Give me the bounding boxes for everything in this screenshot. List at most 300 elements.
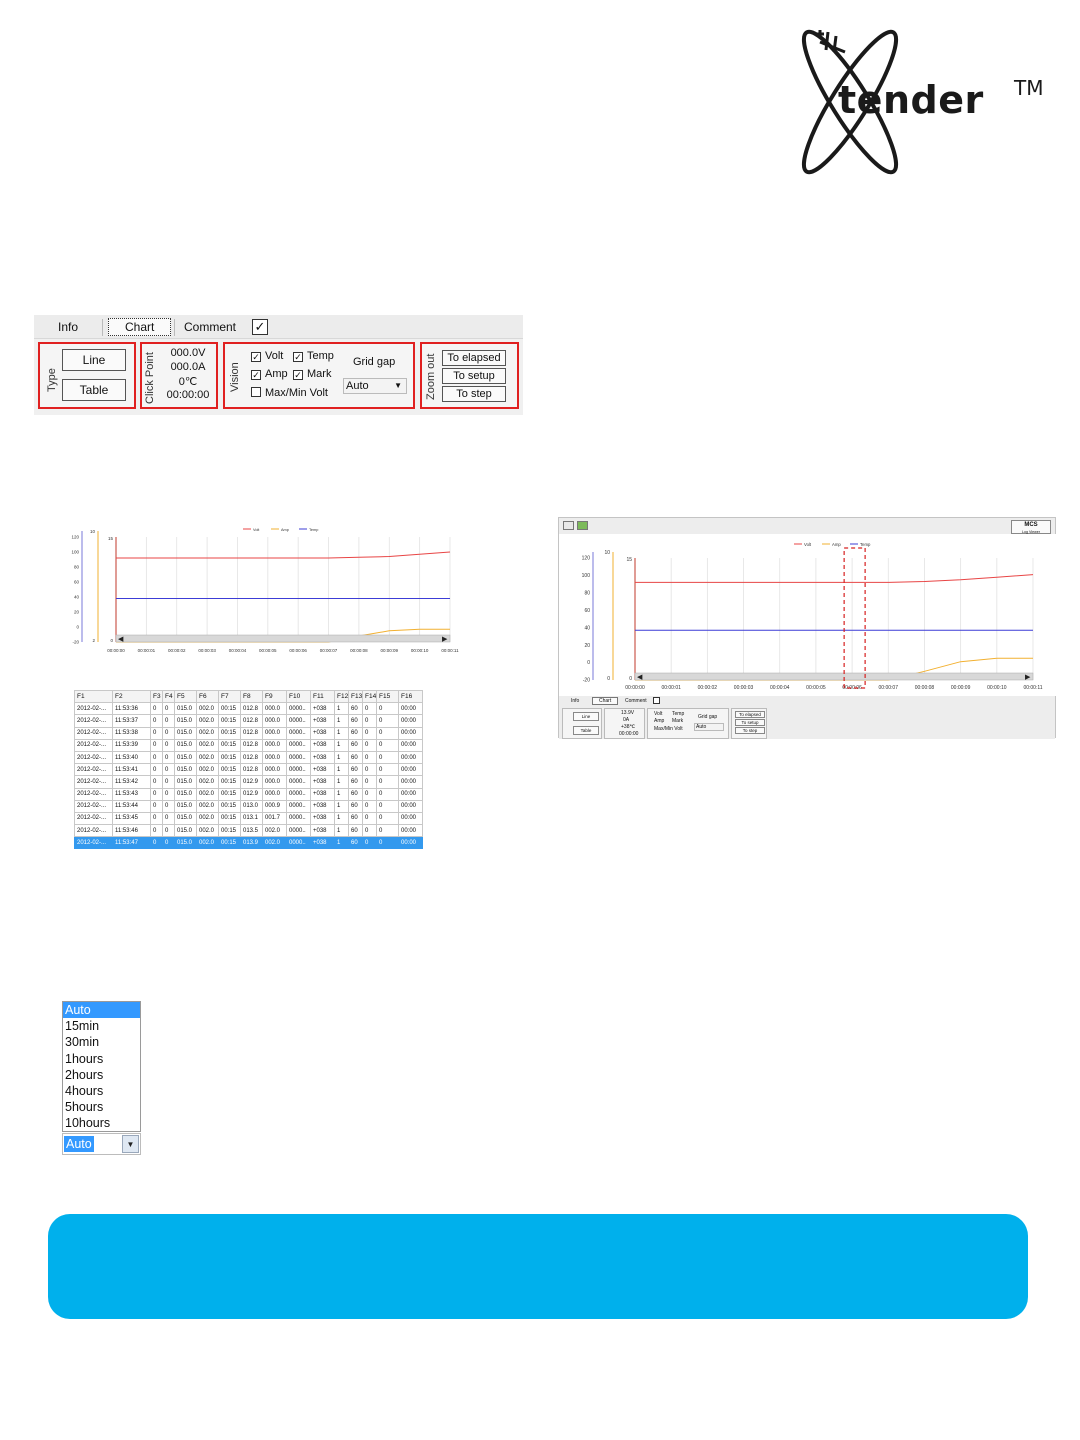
amp-tick-label: 0 [607, 676, 610, 682]
checkmark-icon: ✓ [252, 370, 260, 380]
chart-background [559, 534, 1057, 696]
table-cell: 0 [163, 776, 175, 788]
table-cell: 00:00 [399, 764, 423, 776]
mini-voltage-readout: 13.9V [621, 710, 635, 716]
x-tick-label: 00:00:04 [769, 685, 790, 691]
table-cell: 0000.. [287, 800, 311, 812]
table-cell: +038 [311, 812, 335, 824]
table-row[interactable] [75, 739, 423, 751]
x-tick-label: 00:00:10 [410, 648, 429, 653]
amp-tick-label: 2 [92, 638, 95, 643]
volt-tick-label: 0 [629, 676, 632, 682]
table-row[interactable] [75, 727, 423, 739]
x-tick-label: 00:00:10 [987, 685, 1007, 691]
x-tick-label: 00:00:11 [1023, 685, 1043, 691]
table-cell: 1 [335, 727, 349, 739]
line-chart-window [559, 534, 1057, 696]
mini-current-readout: 0A [623, 717, 630, 723]
y-tick-label: 120 [71, 534, 79, 540]
table-cell: 0 [151, 739, 163, 751]
y-tick-label: 100 [71, 549, 79, 555]
table-cell: 2012-02-... [75, 837, 113, 849]
table-cell: 60 [349, 800, 363, 812]
x-tick-label: 00:00:02 [697, 685, 718, 691]
table-cell: 00:00 [399, 703, 423, 715]
table-cell: 0 [363, 764, 377, 776]
x-tick-label: 00:00:01 [661, 685, 681, 691]
table-cell: +038 [311, 776, 335, 788]
table-cell: 002.0 [197, 739, 219, 751]
grid-gap-selected-value: Auto [66, 1137, 92, 1151]
table-cell: 002.0 [197, 715, 219, 727]
table-cell: +038 [311, 800, 335, 812]
volt-checkbox[interactable] [251, 350, 283, 362]
table-row[interactable] [75, 837, 423, 849]
x-tick-label: 00:00:08 [350, 648, 368, 653]
table-cell: 002.0 [197, 837, 219, 849]
table-cell: 00:15 [219, 812, 241, 824]
volt-tick-label: 15 [626, 557, 632, 563]
table-cell: 60 [349, 776, 363, 788]
table-cell: 012.8 [241, 715, 263, 727]
line-button[interactable]: Line [62, 349, 126, 371]
table-cell: +038 [311, 825, 335, 837]
logo-text: tender [838, 78, 984, 122]
folder-icon[interactable] [563, 521, 574, 530]
dropdown-option[interactable]: 30min [65, 1035, 100, 1050]
table-cell: 00:00 [399, 739, 423, 751]
x-tick-label: 00:00:05 [806, 685, 826, 691]
table-cell: 1 [335, 788, 349, 800]
y-tick-label: -20 [582, 677, 590, 684]
checkmark-icon: ✓ [294, 352, 302, 362]
time-readout: 00:00:00 [166, 389, 210, 401]
table-cell: 002.0 [197, 764, 219, 776]
table-cell: 2012-02-... [75, 739, 113, 751]
table-cell: 015.0 [175, 727, 197, 739]
x-tick-label: 00:00:11 [441, 648, 459, 653]
table-cell: 0 [363, 825, 377, 837]
maxmin-volt-checkbox[interactable] [251, 387, 328, 399]
x-tick-label: 00:00:01 [137, 648, 156, 653]
table-cell: 013.1 [241, 812, 263, 824]
legend-label: Temp [860, 542, 871, 547]
table-cell: 015.0 [175, 800, 197, 812]
table-cell: 0000.. [287, 825, 311, 837]
table-row[interactable] [75, 812, 423, 824]
table-header-cell[interactable]: F2 [113, 691, 151, 703]
table-cell: 015.0 [175, 812, 197, 824]
table-cell: 1 [335, 825, 349, 837]
table-header-cell[interactable]: F4 [163, 691, 175, 703]
table-cell: 1 [335, 812, 349, 824]
table-cell: 000.0 [263, 703, 287, 715]
panel-toggle-checkbox[interactable]: ✓ [252, 319, 268, 335]
table-cell: 0 [363, 776, 377, 788]
table-cell: 00:15 [219, 739, 241, 751]
table-cell: 60 [349, 837, 363, 849]
table-row[interactable] [75, 751, 423, 763]
table-cell: 0 [163, 825, 175, 837]
table-header-cell[interactable]: F7 [219, 691, 241, 703]
grid-gap-select[interactable] [343, 378, 407, 394]
volt-tick-label: 0 [110, 638, 113, 643]
table-cell: 0 [363, 727, 377, 739]
table-cell: 2012-02-... [75, 812, 113, 824]
table-header-cell[interactable]: F12 [335, 691, 349, 703]
table-cell: 0000.. [287, 764, 311, 776]
mini-amp-check[interactable]: Amp [654, 718, 665, 724]
table-cell: 0 [163, 751, 175, 763]
table-cell: 0000.. [287, 776, 311, 788]
table-header-cell[interactable]: F3 [151, 691, 163, 703]
mini-tab-info[interactable]: Info [571, 698, 580, 704]
table-cell: 0 [363, 812, 377, 824]
mini-mark-check[interactable]: Mark [672, 718, 684, 724]
table-cell: 0 [363, 837, 377, 849]
table-cell: 0 [163, 764, 175, 776]
table-cell: 0 [163, 837, 175, 849]
table-cell: 012.9 [241, 788, 263, 800]
table-cell: 012.8 [241, 703, 263, 715]
x-tick-label: 00:00:08 [914, 685, 935, 691]
table-row[interactable] [75, 776, 423, 788]
table-cell: 0 [151, 715, 163, 727]
log-viewer-window [558, 517, 1056, 738]
table-cell: 002.0 [197, 776, 219, 788]
table-cell: 2012-02-... [75, 776, 113, 788]
amp-checkbox[interactable] [251, 368, 288, 380]
table-cell: 11:53:39 [113, 739, 151, 751]
mini-volt-check[interactable]: Volt [654, 711, 663, 717]
to-elapsed-button[interactable]: To elapsed [442, 350, 506, 366]
table-cell: 0 [151, 837, 163, 849]
dropdown-option[interactable]: 4hours [65, 1083, 104, 1098]
table-cell: 60 [349, 788, 363, 800]
table-header-cell[interactable]: F16 [399, 691, 423, 703]
table-cell: 015.0 [175, 751, 197, 763]
data-table [74, 690, 423, 849]
table-cell: 0 [151, 825, 163, 837]
tab-comment[interactable]: Comment [184, 320, 237, 334]
table-cell: 11:53:45 [113, 812, 151, 824]
mini-temp-check[interactable]: Temp [672, 711, 685, 717]
table-cell: +038 [311, 788, 335, 800]
table-cell: 000.0 [263, 776, 287, 788]
scroll-left-icon: ◀ [637, 674, 643, 681]
x-tick-label: 00:00:06 [289, 648, 307, 653]
click-point-group [140, 342, 218, 409]
table-header-cell[interactable]: F6 [197, 691, 219, 703]
tab-bar [34, 315, 523, 339]
table-cell: 0 [151, 812, 163, 824]
table-cell: 015.0 [175, 837, 197, 849]
table-cell: +038 [311, 739, 335, 751]
x-tick-label: 00:00:07 [319, 648, 338, 653]
amp-tick-label: 10 [604, 550, 610, 556]
table-header-cell[interactable]: F1 [75, 691, 113, 703]
table-cell: 60 [349, 812, 363, 824]
mini-toggle-checkbox[interactable] [653, 697, 660, 704]
x-tick-label: 00:00:07 [878, 685, 899, 691]
table-cell: 00:00 [399, 825, 423, 837]
table-cell: 11:53:41 [113, 764, 151, 776]
table-cell: 00:15 [219, 751, 241, 763]
mini-type-group [562, 708, 602, 739]
table-cell: 0 [163, 715, 175, 727]
table-cell: 015.0 [175, 715, 197, 727]
table-cell: 1 [335, 703, 349, 715]
to-step-button[interactable]: To step [442, 386, 506, 402]
table-cell: 00:15 [219, 715, 241, 727]
table-cell: 00:15 [219, 825, 241, 837]
legend-label: Amp [281, 528, 289, 532]
table-cell: 1 [335, 764, 349, 776]
scroll-right-icon: ▶ [1025, 674, 1031, 681]
table-cell: +038 [311, 751, 335, 763]
table-cell: 00:15 [219, 727, 241, 739]
export-icon[interactable] [577, 521, 588, 530]
table-cell: 11:53:46 [113, 825, 151, 837]
current-readout: 000.0A [170, 361, 206, 373]
table-cell: 0 [377, 739, 399, 751]
voltage-readout: 000.0V [170, 347, 206, 359]
table-cell: 1 [335, 739, 349, 751]
y-tick-label: -20 [72, 639, 79, 645]
legend-label: Volt [253, 528, 260, 532]
table-cell: 012.8 [241, 727, 263, 739]
table-header-cell[interactable]: F9 [263, 691, 287, 703]
dropdown-arrow-icon[interactable]: ▼ [122, 1135, 139, 1153]
table-cell: 2012-02-... [75, 715, 113, 727]
dropdown-option[interactable]: 1hours [65, 1051, 104, 1066]
table-cell: 00:15 [219, 703, 241, 715]
table-cell: 000.0 [263, 764, 287, 776]
table-cell: 60 [349, 715, 363, 727]
grid-gap-label: Grid gap [353, 356, 396, 368]
type-group-label: Type [46, 368, 58, 392]
table-cell: 00:15 [219, 776, 241, 788]
dropdown-arrow-icon: ▼ [394, 381, 402, 390]
table-cell: 0 [151, 703, 163, 715]
table-cell: 60 [349, 764, 363, 776]
vision-label: Vision [229, 362, 241, 392]
mini-time-readout: 00:00:00 [619, 731, 639, 737]
scrollbar [635, 673, 1033, 680]
table-cell: 0 [377, 751, 399, 763]
x-tick-label: 00:00:09 [950, 685, 971, 691]
legend-label: Volt [804, 542, 812, 547]
table-cell: 002.0 [197, 727, 219, 739]
mini-zoom-group [731, 708, 767, 739]
table-header-row [75, 691, 423, 703]
table-cell: 00:00 [399, 776, 423, 788]
table-cell: 0 [363, 739, 377, 751]
zoom-out-label: Zoom out [425, 353, 437, 400]
table-cell: 000.0 [263, 727, 287, 739]
table-cell: 0000.. [287, 788, 311, 800]
mcs-badge [1011, 520, 1051, 534]
mini-table-button[interactable]: Table [573, 726, 599, 735]
table-cell: 2012-02-... [75, 703, 113, 715]
table-cell: 00:15 [219, 837, 241, 849]
table-cell: 0 [377, 800, 399, 812]
table-cell: 00:00 [399, 800, 423, 812]
table-cell: 11:53:42 [113, 776, 151, 788]
grid-gap-combobox[interactable] [62, 1133, 141, 1155]
table-cell: 0000.. [287, 727, 311, 739]
x-tick-label: 00:00:02 [167, 648, 186, 653]
table-cell: 0000.. [287, 812, 311, 824]
table-row[interactable] [75, 703, 423, 715]
table-cell: 0000.. [287, 715, 311, 727]
checkmark-icon: ✓ [252, 352, 260, 362]
table-cell: 1 [335, 751, 349, 763]
dropdown-option[interactable]: 5hours [65, 1100, 104, 1115]
table-cell: 0 [151, 751, 163, 763]
mini-temperature-readout: +38℃ [621, 724, 636, 730]
table-cell: 60 [349, 825, 363, 837]
tab-divider [174, 319, 175, 336]
table-cell: 002.0 [263, 837, 287, 849]
dropdown-option[interactable]: Auto [63, 1002, 140, 1018]
tab-info[interactable]: Info [58, 320, 79, 334]
dropdown-option[interactable]: 10hours [65, 1116, 111, 1131]
table-cell: 60 [349, 739, 363, 751]
mark-checkbox-label: Mark [307, 368, 332, 380]
x-tick-label: 00:00:05 [259, 648, 277, 653]
table-cell: 002.0 [197, 825, 219, 837]
dropdown-option[interactable]: 15min [65, 1019, 100, 1034]
table-cell: 2012-02-... [75, 727, 113, 739]
table-cell: 002.0 [197, 788, 219, 800]
table-cell: 11:53:47 [113, 837, 151, 849]
table-cell: 0 [377, 776, 399, 788]
tab-divider [102, 319, 103, 336]
line-chart [62, 523, 459, 658]
mini-to-elapsed-button[interactable]: To elapsed [735, 711, 765, 718]
table-cell: 11:53:37 [113, 715, 151, 727]
table-cell: +038 [311, 715, 335, 727]
table-cell: 000.0 [263, 751, 287, 763]
legend-label: Temp [309, 528, 319, 532]
table-cell: 0 [151, 788, 163, 800]
table-cell: 11:53:44 [113, 800, 151, 812]
table-cell: 0 [377, 764, 399, 776]
table-cell: +038 [311, 837, 335, 849]
temp-checkbox[interactable] [293, 350, 334, 362]
y-tick-label: 0 [76, 624, 79, 630]
mini-control-panel [559, 696, 1055, 739]
table-cell: 60 [349, 703, 363, 715]
mini-to-setup-button[interactable]: To setup [735, 719, 765, 726]
mini-tab-comment[interactable]: Comment [625, 698, 647, 704]
table-cell: 0000.. [287, 837, 311, 849]
mini-line-button[interactable]: Line [573, 712, 599, 721]
logo-trademark: TM [1014, 76, 1044, 100]
table-cell: 1 [335, 800, 349, 812]
table-cell: 0 [363, 703, 377, 715]
table-cell: 00:15 [219, 800, 241, 812]
table-cell: 00:15 [219, 764, 241, 776]
mini-grid-gap-select[interactable]: Auto [694, 723, 724, 731]
table-header-cell[interactable]: F13 [349, 691, 363, 703]
table-cell: 00:00 [399, 837, 423, 849]
table-cell: 000.9 [263, 800, 287, 812]
table-cell: 11:53:43 [113, 788, 151, 800]
grid-gap-value: Auto [346, 380, 369, 392]
table-row[interactable] [75, 825, 423, 837]
table-cell: 0 [151, 764, 163, 776]
table-cell: 0 [377, 812, 399, 824]
y-tick-label: 60 [73, 579, 79, 585]
table-cell: 012.8 [241, 764, 263, 776]
table-row[interactable] [75, 800, 423, 812]
scroll-left-icon: ◀ [118, 636, 124, 643]
table-cell: 1 [335, 837, 349, 849]
dropdown-option[interactable]: 2hours [65, 1067, 104, 1082]
table-cell: 11:53:40 [113, 751, 151, 763]
table-header-cell[interactable]: F10 [287, 691, 311, 703]
table-cell: 0 [377, 703, 399, 715]
table-cell: 0000.. [287, 703, 311, 715]
mark-checkbox[interactable] [293, 368, 331, 380]
click-point-label: Click Point [144, 352, 156, 404]
table-cell: 00:00 [399, 788, 423, 800]
table-cell: 0 [363, 715, 377, 727]
table-header-cell[interactable]: F8 [241, 691, 263, 703]
table-cell: 002.0 [197, 703, 219, 715]
table-row[interactable] [75, 764, 423, 776]
table-header-cell[interactable]: F14 [363, 691, 377, 703]
tab-chart[interactable]: Chart [108, 318, 171, 336]
table-cell: 002.0 [197, 812, 219, 824]
x-tick-label: 00:00:04 [228, 648, 247, 653]
x-tick-label: 00:00:00 [107, 648, 125, 653]
y-tick-label: 120 [581, 555, 590, 562]
table-cell: +038 [311, 703, 335, 715]
table-cell: 0 [151, 727, 163, 739]
table-cell: 013.9 [241, 837, 263, 849]
table-header-cell[interactable]: F11 [311, 691, 335, 703]
chart-control-panel [34, 315, 523, 415]
volt-tick-label: 15 [107, 536, 113, 541]
mini-maxmin-check[interactable]: Max/Min Volt [654, 726, 683, 732]
table-cell: 00:15 [219, 788, 241, 800]
table-cell: +038 [311, 727, 335, 739]
amp-checkbox-label: Amp [265, 368, 288, 380]
table-row[interactable] [75, 715, 423, 727]
mini-tab-chart[interactable]: Chart [592, 697, 618, 705]
table-cell: 0 [363, 800, 377, 812]
table-cell: 0 [163, 739, 175, 751]
table-cell: 00:00 [399, 715, 423, 727]
table-row[interactable] [75, 788, 423, 800]
scrollbar [116, 635, 450, 642]
table-header-cell[interactable]: F15 [377, 691, 399, 703]
amp-tick-label: 10 [89, 529, 95, 534]
table-cell: 2012-02-... [75, 800, 113, 812]
table-cell: 2012-02-... [75, 825, 113, 837]
table-button[interactable]: Table [62, 379, 126, 401]
table-cell: 012.8 [241, 751, 263, 763]
to-setup-button[interactable]: To setup [442, 368, 506, 384]
mini-to-step-button[interactable]: To step [735, 727, 765, 734]
y-tick-label: 0 [587, 660, 590, 667]
x-tick-label: 00:00:06 [842, 685, 862, 691]
table-header-cell[interactable]: F5 [175, 691, 197, 703]
vision-group [223, 342, 415, 409]
